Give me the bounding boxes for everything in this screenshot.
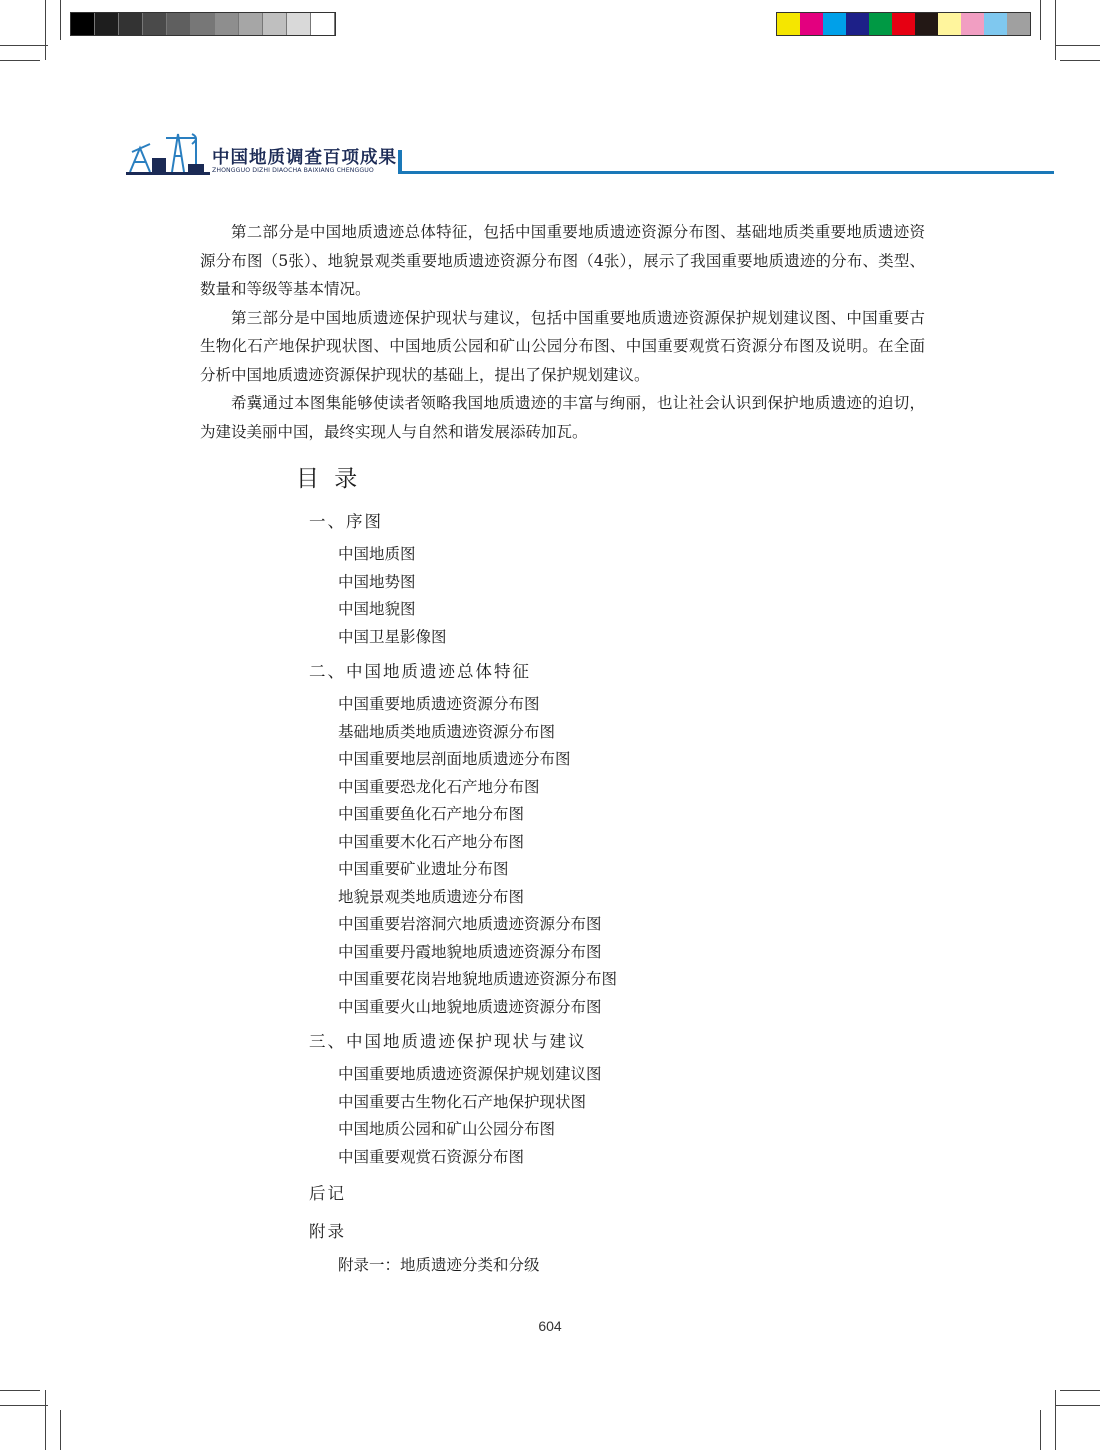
- color-calibration-bar: [776, 12, 1031, 36]
- toc-item: 中国重要古生物化石产地保护现状图: [338, 1092, 587, 1111]
- toc-item: 中国重要观赏石资源分布图: [338, 1147, 525, 1166]
- color-swatch: [167, 13, 191, 35]
- color-swatch: [961, 13, 984, 35]
- crop-mark: [0, 1405, 48, 1406]
- color-swatch: [71, 13, 95, 35]
- color-swatch: [311, 13, 335, 35]
- crop-mark: [60, 0, 61, 40]
- grayscale-calibration-bar: [70, 12, 336, 36]
- paragraph: 第三部分是中国地质遗迹保护现状与建议，包括中国重要地质遗迹资源保护规划建议图、中国重要古生物化石产地保护现状图、中国地质公园和矿山公园分布图、中国重要观赏石资源分布图及说明。在全面分析中国地质遗迹资源保护现状的基础上，提出了保护规划建议。: [200, 308, 925, 384]
- toc-item: 中国地势图: [338, 572, 416, 591]
- toc-item: 中国重要丹霞地貌地质遗迹资源分布图: [338, 942, 602, 961]
- toc-item: 中国重要木化石产地分布图: [338, 832, 525, 851]
- color-swatch: [869, 13, 892, 35]
- toc-title: 目 录: [296, 466, 362, 492]
- color-swatch: [191, 13, 215, 35]
- toc-item: 中国重要地质遗迹资源分布图: [338, 695, 540, 713]
- color-swatch: [777, 13, 800, 35]
- toc-section-heading: 后记: [309, 1184, 346, 1203]
- crop-mark: [1055, 1390, 1056, 1450]
- toc-item: 基础地质类地质遗迹资源分布图: [338, 722, 556, 741]
- toc-section-heading: 附录: [309, 1222, 346, 1241]
- paragraph: 第二部分是中国地质遗迹总体特征，包括中国重要地质遗迹资源分布图、基础地质类重要地质遗迹资源分布图（5张）、地貌景观类重要地质遗迹资源分布图（4张），展示了我国重要地质遗迹的分布、类型、数量和等级等基本情况。: [200, 223, 925, 298]
- toc-item: 中国重要火山地貌地质遗迹资源分布图: [338, 997, 602, 1016]
- color-swatch: [215, 13, 239, 35]
- color-swatch: [800, 13, 823, 35]
- intro-text: [200, 218, 925, 446]
- color-swatch: [846, 13, 869, 35]
- color-swatch: [263, 13, 287, 35]
- toc-item: 中国重要鱼化石产地分布图: [338, 805, 525, 823]
- toc-item: 附录一：地质遗迹分类和分级: [338, 1256, 540, 1274]
- crop-mark: [0, 60, 40, 61]
- color-swatch: [1007, 13, 1030, 35]
- color-swatch: [95, 13, 119, 35]
- toc-item: 中国重要矿业遗址分布图: [338, 860, 509, 878]
- color-swatch: [143, 13, 167, 35]
- series-subtitle: ZHONGGUO DIZHI DIAOCHA BAIXIANG CHENGGUO: [212, 167, 374, 174]
- color-swatch: [239, 13, 263, 35]
- crop-mark: [1040, 1410, 1041, 1450]
- toc-section-heading: 三、中国地质遗迹保护现状与建议: [309, 1032, 587, 1051]
- color-swatch: [938, 13, 961, 35]
- color-swatch: [823, 13, 846, 35]
- toc-item: 中国重要花岗岩地貌地质遗迹资源分布图: [338, 970, 618, 988]
- crop-mark: [1040, 0, 1041, 40]
- crop-mark: [1060, 1390, 1100, 1391]
- color-swatch: [915, 13, 938, 35]
- color-swatch: [287, 13, 311, 35]
- color-swatch: [119, 13, 143, 35]
- crop-mark: [0, 45, 48, 46]
- crop-mark: [1055, 1405, 1100, 1406]
- crop-mark: [1055, 0, 1056, 60]
- toc-item: 中国地貌图: [338, 600, 416, 618]
- crop-mark: [60, 1410, 61, 1450]
- page-number: 604: [538, 1318, 562, 1334]
- crop-mark: [1060, 60, 1100, 61]
- crop-mark: [0, 1390, 40, 1391]
- running-header: [120, 122, 1055, 182]
- toc-section-heading: 一、序图: [309, 512, 383, 531]
- toc-item: 中国重要地质遗迹资源保护规划建议图: [338, 1065, 602, 1083]
- oil-derrick-logo-icon: [126, 126, 210, 176]
- toc-section-heading: 二、中国地质遗迹总体特征: [309, 662, 531, 681]
- crop-mark: [45, 0, 46, 60]
- toc-item: 中国重要地层剖面地质遗迹分布图: [338, 750, 571, 768]
- series-title: 中国地质调查百项成果: [212, 148, 397, 168]
- toc-item: 中国地质图: [338, 545, 416, 563]
- header-rule: [402, 171, 1054, 174]
- color-swatch: [892, 13, 915, 35]
- toc-item: 地貌景观类地质遗迹分布图: [338, 887, 525, 906]
- toc-item: 中国卫星影像图: [338, 627, 447, 646]
- toc-item: 中国地质公园和矿山公园分布图: [338, 1120, 556, 1138]
- paragraph: 希冀通过本图集能够使读者领略我国地质遗迹的丰富与绚丽，也让社会认识到保护地质遗迹的迫切，为建设美丽中国，最终实现人与自然和谐发展添砖加瓦。: [200, 394, 925, 441]
- color-swatch: [984, 13, 1007, 35]
- toc-item: 中国重要岩溶洞穴地质遗迹资源分布图: [338, 915, 602, 933]
- crop-mark: [45, 1390, 46, 1450]
- crop-mark: [1055, 45, 1100, 46]
- toc-item: 中国重要恐龙化石产地分布图: [338, 777, 540, 796]
